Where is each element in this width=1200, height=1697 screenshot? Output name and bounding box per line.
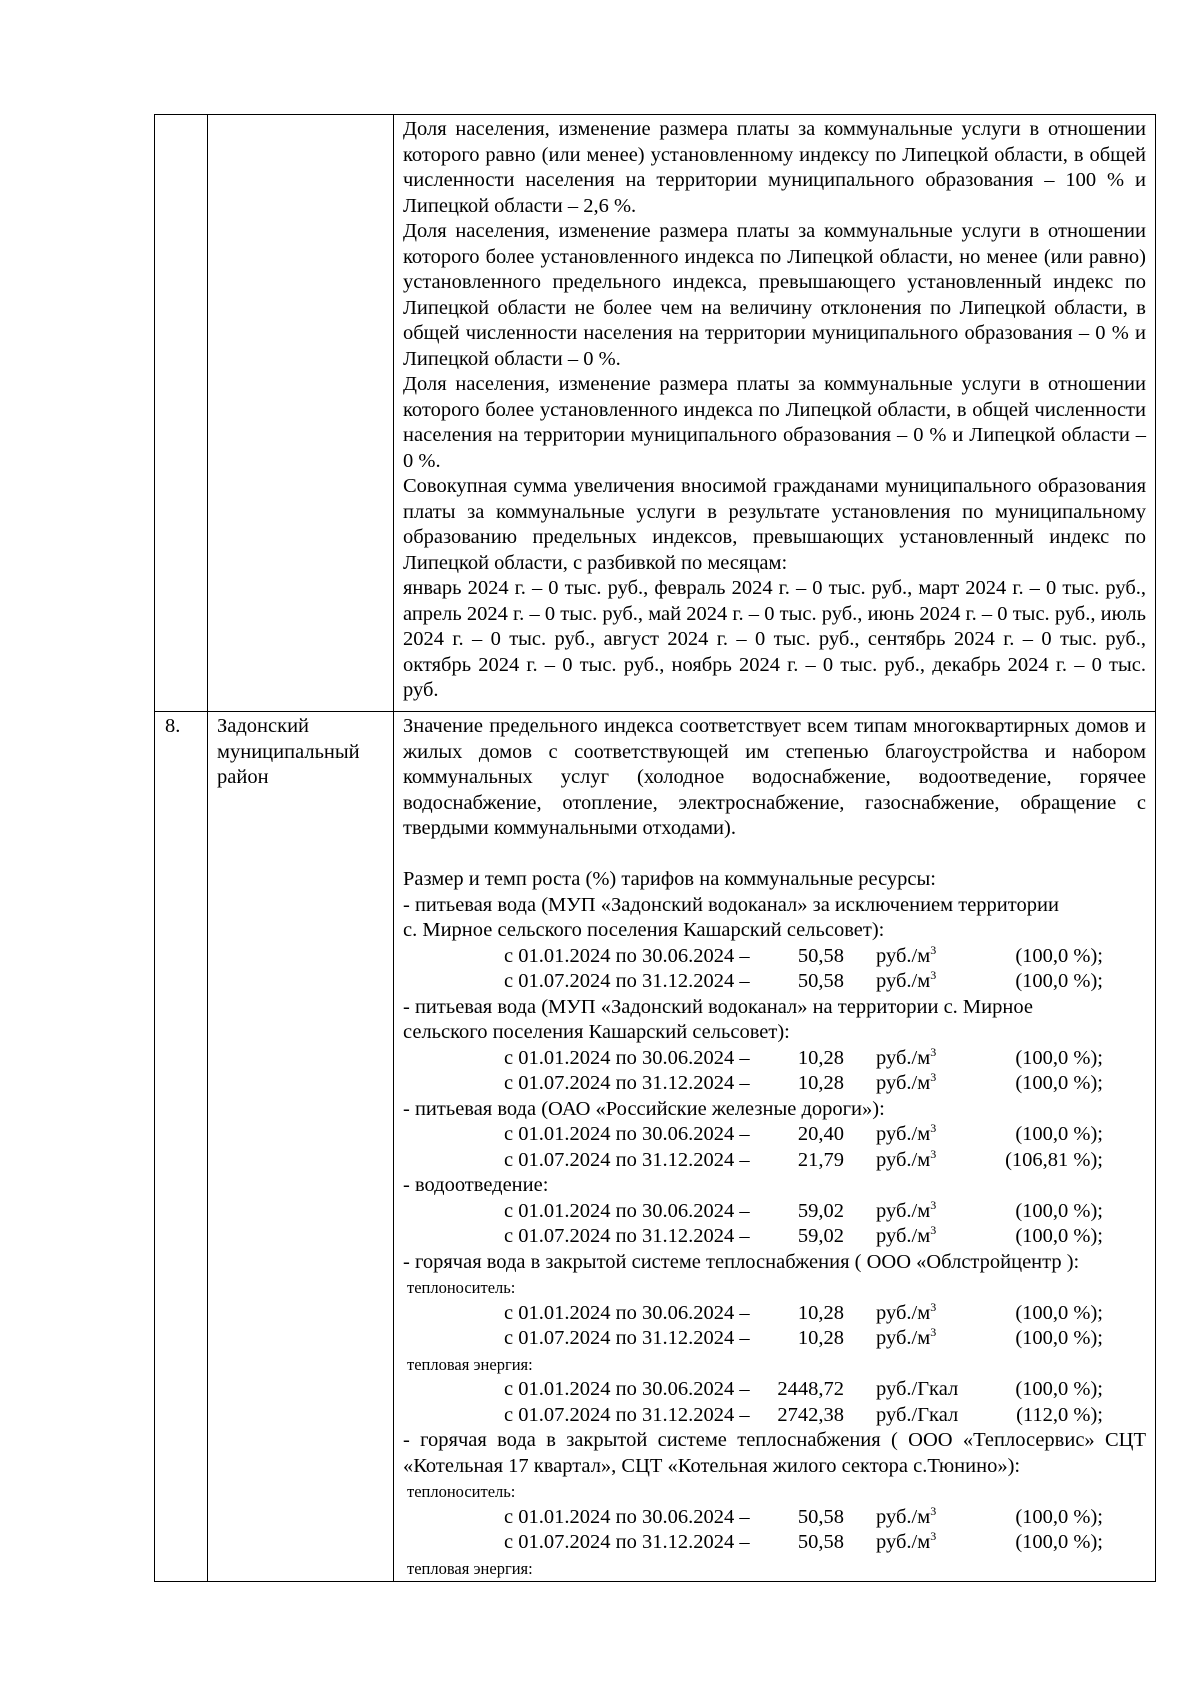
- rate-unit-superscript: 3: [930, 1299, 937, 1314]
- tariff-rate-row: [403, 1199, 1146, 1225]
- water1-title-line: с. Мирное сельского поселения Кашарский сельсовет):: [403, 919, 885, 941]
- hot2-carrier-label: теплоноситель:: [407, 1482, 516, 1501]
- rate-growth-percent: (100,0 %);: [1015, 1378, 1103, 1400]
- rate-unit-text: руб./м: [876, 1531, 931, 1553]
- row-prev-name-cell: [208, 115, 394, 712]
- municipality-name-line: Задонский: [217, 715, 310, 737]
- rate-period: с 01.07.2024 по 31.12.2024 –: [504, 1327, 750, 1349]
- row-prev-number-cell: [155, 115, 208, 712]
- rate-unit-text: руб./м: [876, 944, 931, 967]
- rate-unit-superscript: 3: [930, 1503, 937, 1518]
- rate-period: с 01.01.2024 по 30.06.2024 –: [504, 1123, 750, 1145]
- rate-growth-percent: (100,0 %);: [1015, 1072, 1103, 1094]
- rate-unit-text: руб./м: [876, 1046, 931, 1069]
- water3-title-line: - питьевая вода (ОАО «Российские железные дороги»):: [403, 1097, 885, 1120]
- tariff-rate-row: [403, 1530, 1146, 1556]
- row-prev-content-cell: [394, 115, 1156, 712]
- rate-period: с 01.07.2024 по 31.12.2024 –: [504, 1531, 750, 1553]
- tariff-rate-row: [403, 1148, 1146, 1174]
- municipality-name-cell: [208, 712, 394, 1582]
- rate-value: 2448,72: [777, 1378, 844, 1400]
- tariff-rate-row: [403, 969, 1146, 995]
- rate-value: 50,58: [797, 970, 844, 992]
- rate-unit: [844, 1326, 981, 1352]
- table-row-previous: [155, 115, 1156, 712]
- rate-unit: [844, 1530, 981, 1556]
- total-increase-paragraph: Совокупная сумма увеличения вносимой гражданами муниципального образования платы за коммунальные услуги в результате установления по муниципальному образованию предельных индексов, превышающих установленный индекс по Липецкой области, с разбивкой по месяцам:: [403, 475, 1146, 574]
- tariff-rate-row: [403, 1301, 1146, 1327]
- rate-growth-percent: (112,0 %);: [1016, 1403, 1103, 1426]
- rate-unit-text: руб./м: [876, 1123, 931, 1145]
- rate-unit: [844, 1122, 981, 1148]
- hot1-energy-rates: [403, 1377, 1146, 1428]
- rate-value: 50,58: [797, 1531, 844, 1553]
- hot2-energy-label: тепловая энергия:: [407, 1558, 533, 1578]
- rate-unit-text: руб./м: [876, 1505, 931, 1528]
- rate-unit: [844, 1046, 981, 1072]
- rate-unit-text: руб./м: [876, 1225, 931, 1247]
- rate-value: 2742,38: [777, 1403, 844, 1426]
- hot2-carrier-rates: [403, 1505, 1146, 1556]
- index-intro-paragraph: Значение предельного индекса соответствует всем типам многоквартирных домов и жилых домов с соответствующей им степенью благоустройства и набором коммунальных услуг (холодное водоснабжение, водоотведение, горячее водоснабжение, отопление, электроснабжение, газоснабжение, обращение с твердыми коммунальными отходами).: [403, 715, 1146, 839]
- rate-value: 10,28: [797, 1046, 844, 1069]
- rate-growth-percent: (100,0 %);: [1015, 1327, 1103, 1349]
- water2-title-line: сельского поселения Кашарский сельсовет):: [403, 1021, 790, 1043]
- municipality-name-line: район: [217, 766, 269, 788]
- rate-period: с 01.07.2024 по 31.12.2024 –: [504, 1148, 750, 1171]
- municipality-name: [208, 712, 393, 791]
- rate-value: 10,28: [797, 1327, 844, 1349]
- rate-period: с 01.07.2024 по 31.12.2024 –: [504, 1225, 750, 1247]
- population-share-paragraph-3: Доля населения, изменение размера платы за коммунальные услуги в отношении которого более установленного индекса по Липецкой области, в общей численности населения на территории муниципального образования – 0 % и Липецкой области – 0 %.: [403, 373, 1146, 472]
- rate-unit-text: руб./м: [876, 1148, 931, 1171]
- rate-unit-superscript: 3: [930, 942, 937, 957]
- hot1-carrier-rates: [403, 1301, 1146, 1352]
- rate-period: с 01.07.2024 по 31.12.2024 –: [504, 1072, 750, 1094]
- monthly-breakdown-paragraph: январь 2024 г. – 0 тыс. руб., февраль 2024 г. – 0 тыс. руб., март 2024 г. – 0 тыс. руб., апрель 2024 г. – 0 тыс. руб., май 2024 г. – 0 тыс. руб., июнь 2024 г. – 0 тыс. руб., июль 2024 г. – 0 тыс. руб., август 2024 г. – 0 тыс. руб., сентябрь 2024 г. – 0 тыс. руб., октябрь 2024 г. – 0 тыс. руб., ноябрь 2024 г. – 0 тыс. руб., декабрь 2024 г. – 0 тыс. руб.: [403, 577, 1146, 701]
- rate-unit: [844, 1403, 981, 1429]
- rate-unit-superscript: 3: [930, 968, 937, 983]
- sewer-title-line: - водоотведение:: [403, 1174, 549, 1196]
- rate-unit-text: руб./Гкал: [876, 1403, 959, 1426]
- rate-value: 20,40: [797, 1123, 844, 1145]
- hot1-carrier-label: теплоноситель:: [407, 1278, 516, 1297]
- rate-period: с 01.01.2024 по 30.06.2024 –: [504, 1505, 750, 1528]
- tariff-rate-row: [403, 1505, 1146, 1531]
- row-number-cell: [155, 712, 208, 1582]
- rate-value: 10,28: [797, 1301, 844, 1324]
- rate-growth-percent: (100,0 %);: [1015, 1505, 1103, 1528]
- rate-unit-text: руб./м: [876, 1199, 931, 1222]
- rate-growth-percent: (100,0 %);: [1015, 1199, 1103, 1222]
- rate-unit: [844, 1148, 981, 1174]
- water2-rates: [403, 1046, 1146, 1097]
- tariff-rate-row: [403, 1224, 1146, 1250]
- rate-unit-text: руб./м: [876, 1327, 931, 1349]
- rate-growth-percent: (106,81 %);: [1005, 1148, 1103, 1171]
- hot1-energy-label: тепловая энергия:: [407, 1354, 533, 1374]
- rate-period: с 01.01.2024 по 30.06.2024 –: [504, 944, 750, 967]
- rate-unit-superscript: 3: [930, 1044, 937, 1059]
- rate-unit-text: руб./м: [876, 1072, 931, 1094]
- tariff-table: [154, 114, 1156, 1582]
- hot2-title: - горячая вода в закрытой системе теплоснабжения ( ООО «Теплосервис» СЦТ «Котельная 17 квартал», СЦТ «Котельная жилого сектора с.Тюнино»):: [403, 1429, 1146, 1477]
- table-row-8: [155, 712, 1156, 1582]
- water2-title-line: - питьевая вода (МУП «Задонский водоканал» на территории с. Мирное: [403, 995, 1033, 1018]
- rate-growth-percent: (100,0 %);: [1015, 1046, 1103, 1069]
- tariff-rate-row: [403, 1377, 1146, 1403]
- rate-unit: [844, 1071, 981, 1097]
- tariff-rate-row: [403, 1071, 1146, 1097]
- rate-unit-superscript: 3: [930, 1223, 937, 1238]
- rate-unit-text: руб./м: [876, 970, 931, 992]
- tariffs-heading: Размер и темп роста (%) тарифов на коммунальные ресурсы:: [403, 868, 936, 890]
- rate-period: с 01.01.2024 по 30.06.2024 –: [504, 1199, 750, 1222]
- rate-value: 50,58: [797, 944, 844, 967]
- rate-unit: [844, 1224, 981, 1250]
- rate-growth-percent: (100,0 %);: [1015, 970, 1103, 992]
- rate-unit-superscript: 3: [930, 1121, 937, 1136]
- rate-growth-percent: (100,0 %);: [1015, 1123, 1103, 1145]
- rate-unit: [844, 1199, 981, 1225]
- rate-unit: [844, 969, 981, 995]
- rate-period: с 01.01.2024 по 30.06.2024 –: [504, 1046, 750, 1069]
- tariff-rate-row: [403, 944, 1146, 970]
- rate-unit-text: руб./м: [876, 1301, 931, 1324]
- rate-value: 50,58: [797, 1505, 844, 1528]
- rate-value: 10,28: [797, 1072, 844, 1094]
- rate-value: 21,79: [797, 1148, 844, 1171]
- rate-unit-text: руб./Гкал: [876, 1378, 959, 1400]
- population-share-paragraph-1: Доля населения, изменение размера платы за коммунальные услуги в отношении которого равно (или менее) установленному индексу по Липецкой области, в общей численности населения на территории муниципального образования – 100 % и Липецкой области – 2,6 %.: [403, 118, 1146, 217]
- rate-unit-superscript: 3: [930, 1197, 937, 1212]
- tariff-rate-row: [403, 1326, 1146, 1352]
- rate-period: с 01.07.2024 по 31.12.2024 –: [504, 1403, 750, 1426]
- rate-unit-superscript: 3: [930, 1070, 937, 1085]
- hot1-title-line: - горячая вода в закрытой системе теплоснабжения ( ООО «Облстройцентр ):: [403, 1250, 1080, 1273]
- water1-rates: [403, 944, 1146, 995]
- rate-unit: [844, 1377, 981, 1403]
- population-share-paragraph-2: Доля населения, изменение размера платы за коммунальные услуги в отношении которого более установленного индекса по Липецкой области, но менее (или равно) установленного предельного индекса, превышающего установленный индекс по Липецкой области не более чем на величину отклонения по Липецкой области, в общей численности населения на территории муниципального образования – 0 % и Липецкой области – 0 %.: [403, 220, 1146, 370]
- rate-period: с 01.07.2024 по 31.12.2024 –: [504, 970, 750, 992]
- sewer-rates: [403, 1199, 1146, 1250]
- rate-unit: [844, 944, 981, 970]
- rate-growth-percent: (100,0 %);: [1015, 1531, 1103, 1553]
- tariff-rate-row: [403, 1046, 1146, 1072]
- rate-growth-percent: (100,0 %);: [1015, 1301, 1103, 1324]
- row-number: 8.: [165, 715, 181, 737]
- rate-unit-superscript: 3: [930, 1146, 937, 1161]
- tariff-rate-row: [403, 1122, 1146, 1148]
- rate-unit-superscript: 3: [930, 1325, 937, 1340]
- rate-unit: [844, 1301, 981, 1327]
- water1-title-line: - питьевая вода (МУП «Задонский водоканал» за исключением территории: [403, 893, 1059, 916]
- water3-rates: [403, 1122, 1146, 1173]
- rate-value: 59,02: [797, 1225, 844, 1247]
- rate-value: 59,02: [797, 1199, 844, 1222]
- tariff-rate-row: [403, 1403, 1146, 1429]
- rate-unit-superscript: 3: [930, 1529, 937, 1544]
- rate-growth-percent: (100,0 %);: [1015, 944, 1103, 967]
- municipality-name-line: муниципальный: [217, 740, 360, 763]
- rate-growth-percent: (100,0 %);: [1015, 1225, 1103, 1247]
- rate-unit: [844, 1505, 981, 1531]
- rate-period: с 01.01.2024 по 30.06.2024 –: [504, 1301, 750, 1324]
- rate-period: с 01.01.2024 по 30.06.2024 –: [504, 1378, 750, 1400]
- tariff-content-cell: [394, 712, 1156, 1582]
